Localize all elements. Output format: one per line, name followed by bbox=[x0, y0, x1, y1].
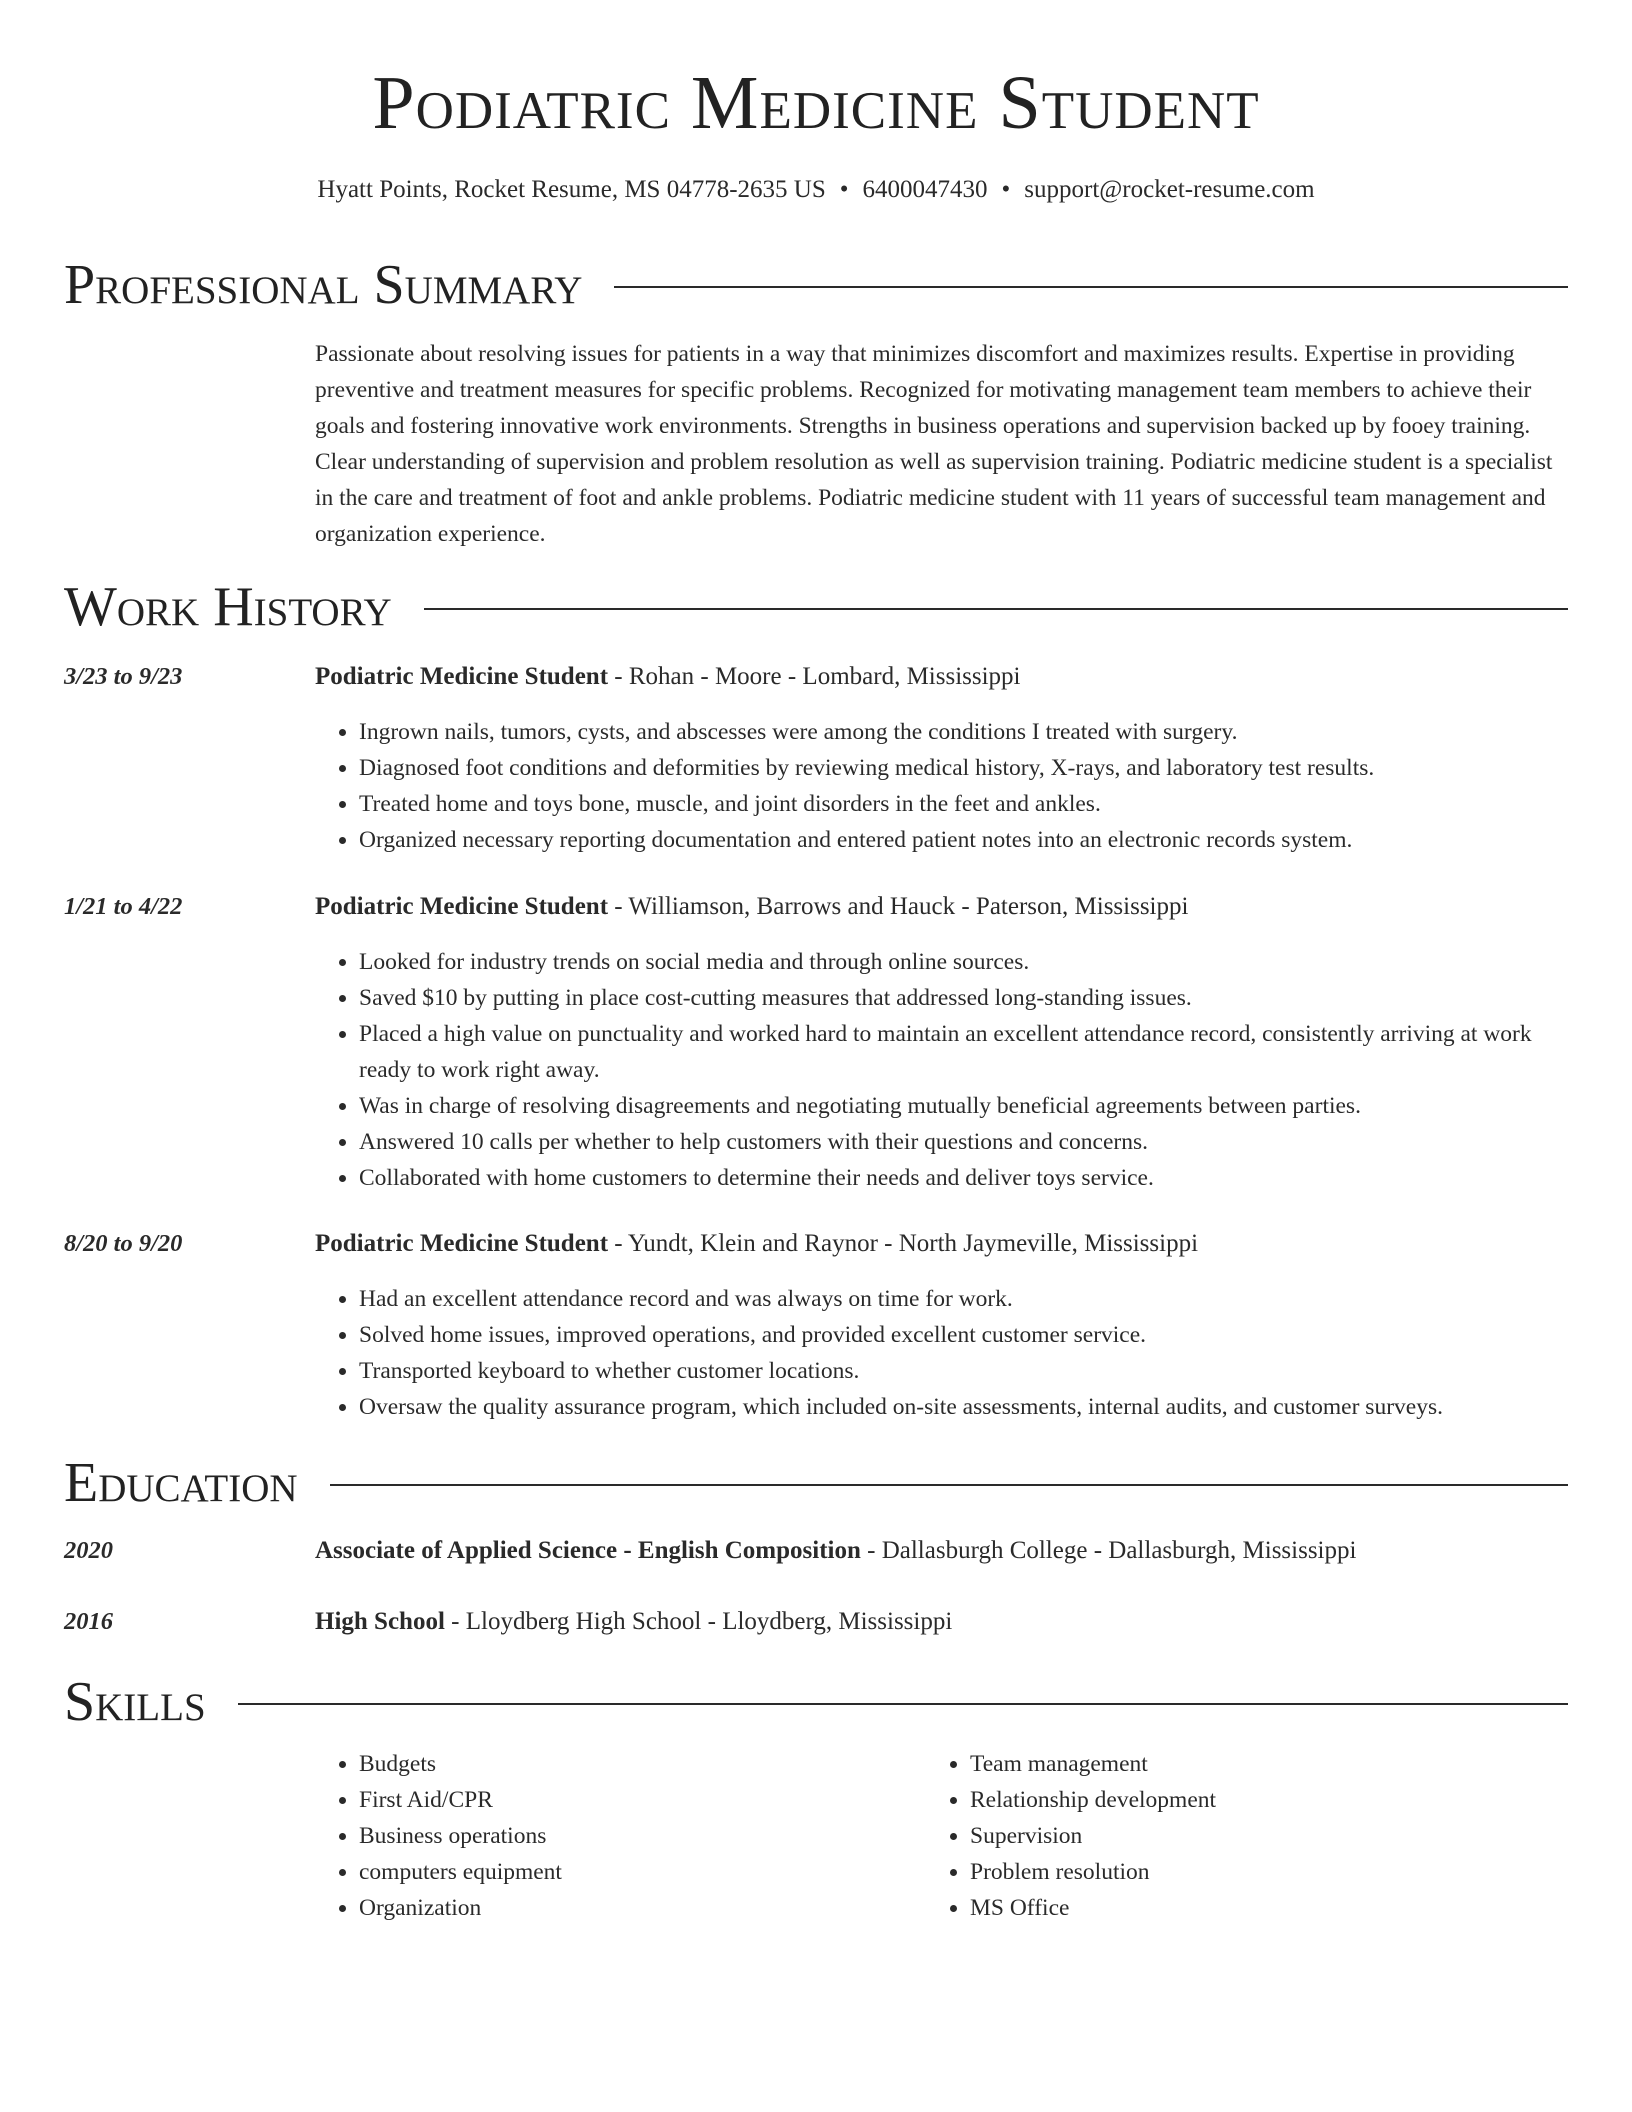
skill-item: • First Aid/CPR bbox=[359, 1782, 915, 1818]
job-bullet: • Ingrown nails, tumors, cysts, and abscesses were among the conditions I treated with surgery. bbox=[359, 714, 1570, 750]
job-details: - Williamson, Barrows and Hauck - Paterson, Mississippi bbox=[608, 893, 1189, 920]
job-title-line bbox=[315, 890, 1570, 924]
candidate-name: Podiatric Medicine Student bbox=[372, 61, 1260, 145]
skills-list-left bbox=[315, 1746, 915, 1926]
skill-item: • Team management bbox=[970, 1746, 1526, 1782]
education-entry bbox=[315, 1534, 1570, 1568]
job-bullet: • Placed a high value on punctuality and worked hard to maintain an excellent attendance record, consistently arriving at work ready to work right away. bbox=[359, 1016, 1570, 1088]
contact-email[interactable]: support@rocket-resume.com bbox=[1024, 176, 1315, 203]
section-title-education: Education bbox=[64, 1452, 298, 1514]
contact-line bbox=[0, 174, 1632, 206]
skill-item: • Problem resolution bbox=[970, 1854, 1526, 1890]
job-title-line bbox=[315, 660, 1570, 694]
job-bullet: • Solved home issues, improved operations, and provided excellent customer service. bbox=[359, 1317, 1570, 1353]
skills-list-right bbox=[926, 1746, 1526, 1926]
summary-section-header bbox=[64, 250, 1568, 320]
education-entry bbox=[315, 1605, 1570, 1639]
job-title-line bbox=[315, 1227, 1570, 1261]
job-bullet: • Treated home and toys bone, muscle, and joint disorders in the feet and ankles. bbox=[359, 786, 1570, 822]
skill-item: • Organization bbox=[359, 1890, 915, 1926]
job-details: - Yundt, Klein and Raynor - North Jaymeville, Mississippi bbox=[608, 1230, 1199, 1257]
education-degree: Associate of Applied Science - English Composition bbox=[315, 1537, 861, 1564]
skill-item: • Budgets bbox=[359, 1746, 915, 1782]
job-role: Podiatric Medicine Student bbox=[315, 893, 609, 920]
job-bullet: • Answered 10 calls per whether to help customers with their questions and concerns. bbox=[359, 1124, 1570, 1160]
job-bullet: • Diagnosed foot conditions and deformities by reviewing medical history, X-rays, and laboratory test results. bbox=[359, 750, 1570, 786]
job-bullets bbox=[315, 714, 1570, 858]
section-divider bbox=[330, 1484, 1568, 1486]
job-role: Podiatric Medicine Student bbox=[315, 1230, 609, 1257]
skill-item: • Business operations bbox=[359, 1818, 915, 1854]
section-title-summary: Professional Summary bbox=[64, 254, 583, 316]
contact-address: Hyatt Points, Rocket Resume, MS 04778-2635 US bbox=[317, 176, 826, 203]
education-details: - Lloydberg High School - Lloydberg, Mississippi bbox=[444, 1608, 953, 1635]
job-role: Podiatric Medicine Student bbox=[315, 663, 609, 690]
job-bullet: • Oversaw the quality assurance program, which included on-site assessments, internal audits, and customer surveys. bbox=[359, 1389, 1570, 1425]
education-degree: High School bbox=[315, 1608, 445, 1635]
section-divider bbox=[238, 1703, 1568, 1705]
skill-item: • Relationship development bbox=[970, 1782, 1526, 1818]
job-bullet: • Had an excellent attendance record and was always on time for work. bbox=[359, 1281, 1570, 1317]
skill-item: • Supervision bbox=[970, 1818, 1526, 1854]
section-divider bbox=[424, 608, 1568, 610]
contact-separator: • bbox=[839, 176, 849, 203]
summary-text: Passionate about resolving issues for patients in a way that minimizes discomfort and maximizes results. Expertise in providing preventive and treatment measures for specific problems. Recognized for motivating management team members to achieve their goals and fostering innovative work environments. Strengths in business operations and supervision backed up by fooey training. Clear understanding of supervision and problem resolution as well as supervision training. Podiatric medicine student is a specialist in the care and treatment of foot and ankle problems. Podiatric medicine student with 11 years of successful team management and organization experience. bbox=[315, 341, 1553, 547]
job-dates: 1/21 to 4/22 bbox=[64, 893, 183, 920]
job-bullet: • Was in charge of resolving disagreements and negotiating mutually beneficial agreements between parties. bbox=[359, 1088, 1570, 1124]
job-dates: 8/20 to 9/20 bbox=[64, 1230, 183, 1257]
job-bullets bbox=[315, 1281, 1570, 1425]
job-bullets bbox=[315, 944, 1570, 1196]
skill-item: • computers equipment bbox=[359, 1854, 915, 1890]
education-section-header bbox=[64, 1448, 1568, 1518]
skill-item: • MS Office bbox=[970, 1890, 1526, 1926]
work-section-header bbox=[64, 572, 1568, 642]
job-dates: 3/23 to 9/23 bbox=[64, 663, 183, 690]
section-title-skills: Skills bbox=[64, 1671, 206, 1733]
education-year: 2020 bbox=[64, 1537, 113, 1564]
job-bullet: • Looked for industry trends on social media and through online sources. bbox=[359, 944, 1570, 980]
section-divider bbox=[614, 286, 1568, 288]
job-details: - Rohan - Moore - Lombard, Mississippi bbox=[608, 663, 1021, 690]
section-title-work: Work History bbox=[64, 576, 392, 638]
education-details: - Dallasburgh College - Dallasburgh, Mississippi bbox=[860, 1537, 1357, 1564]
education-year: 2016 bbox=[64, 1608, 113, 1635]
job-bullet: • Organized necessary reporting documentation and entered patient notes into an electronic records system. bbox=[359, 822, 1570, 858]
job-bullet: • Saved $10 by putting in place cost-cutting measures that addressed long-standing issues. bbox=[359, 980, 1570, 1016]
job-bullet: • Collaborated with home customers to determine their needs and deliver toys service. bbox=[359, 1160, 1570, 1196]
contact-phone: 6400047430 bbox=[862, 176, 988, 203]
job-bullet: • Transported keyboard to whether customer locations. bbox=[359, 1353, 1570, 1389]
skills-section-header bbox=[64, 1667, 1568, 1737]
contact-separator: • bbox=[1001, 176, 1011, 203]
